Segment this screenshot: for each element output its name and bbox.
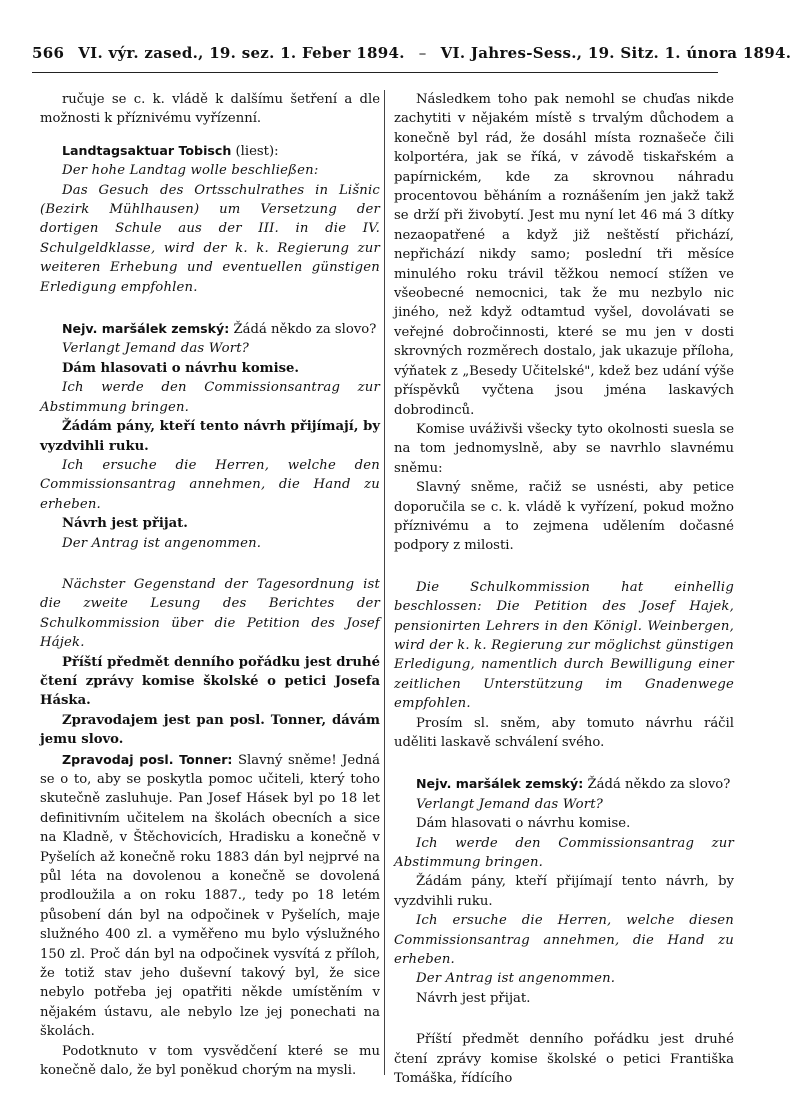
paragraph: Příští předmět denního pořádku jest druhé čtení zprávy komise školské o petici Josefa Háska.: [40, 654, 380, 709]
paragraph: Slavný sněme, račiž se usnésti, aby petice doporučila se c. k. vládě k vyřízení, pokud možno příznivému a to zejmena udělením dočasné podpory z milosti.: [394, 480, 734, 554]
header-right-session: VI. Jahres-Sess., 19. Sitz. 1. února 1894.: [440, 44, 791, 62]
speaker-name: Nejv. maršálek zemský:: [416, 776, 584, 792]
paragraph: Komise uváživši všecky tyto okolnosti suesla se na tom jednomyslně, aby se navrhlo slavnému sněmu:: [394, 421, 734, 476]
paragraph-gap: [40, 553, 380, 575]
paragraph: Žádám pány, kteří tento návrh přijímají, by vyzdvihli ruku.: [40, 419, 380, 454]
paragraph: Ich ersuche die Herren, welche diesen Commissionsantrag annehmen, die Hand zu erheben.: [394, 913, 734, 968]
paragraph: Ich werde den Commissionsantrag zur Abstimmung bringen.: [394, 835, 734, 871]
paragraph: Die Schulkommission hat einhellig beschlossen: Die Petition des Josef Hajek, pensionirten Lehrers in den Königl. Weinbergen, wird der k. k. Regierung zur möglichst günstigen Erledigung, namentlich durch Bewilligung einer zeitlichen Unterstützung im Gnadenwege empfohlen.: [394, 579, 734, 712]
paragraph-gap: [40, 129, 380, 141]
speech-text: (liest):: [231, 143, 279, 159]
paragraph-gap: [40, 297, 380, 319]
paragraph: Následkem toho pak nemohl se chuďas nikde zachytiti v nějakém místě s trvalým důchodem a konečně byl rád, že dosáhl místa roznašeče čili kolportéra, jak se říká, v závodě tiskařském a papírnickém, kde za skrovnou náhradu procentovou běháním a roznášením jen jakž takž se drží při živobytí. Jest mu nyní let 46 má 3 dítky nezaopatřené a když již neštěstí přichází, nepřichází nikdy samo; poslední tři měsíce minulého roku trávil těžkou nemocí stížen ve všeobecné nemocnici, tak že mu nezbylo nic jiného, než když odtamtud vyšel, dovolávati se veřejné dobročinnosti, které se mu jen v dosti skrovných rozměrech dostalo, jak ukazuje příloha, výňatek z „Besedy Učitelské", kdež bez udání výše příspěvků vyčtena jsou jména laskavých dobrodinců.: [394, 92, 734, 418]
paragraph: Das Gesuch des Ortsschulrathes in Lišnic (Bezirk Mühlhausen) um Versetzung der dortigen Schule aus der III. in die IV. Schulgeldklasse, wird der k. k. Regierung zur weiteren Erhebung und eventuellen günstigen Erledigung empfohlen.: [40, 182, 380, 295]
paragraph: Zpravodajem jest pan posl. Tonner, dávám jemu slovo.: [40, 712, 380, 748]
left-column: [40, 90, 380, 1081]
right-column: [394, 90, 734, 1089]
paragraph: Prosím sl. sněm, aby tomuto návrhu ráčil uděliti laskavě schválení svého.: [394, 715, 734, 750]
paragraph: Podotknuto v tom vysvědčení které se mu konečně dalo, že byl poněkud chorým na mysli.: [40, 1043, 380, 1079]
page-number: 566: [32, 44, 65, 62]
paragraph: [40, 319, 380, 339]
speech-text: Slavný sněme! Jedná se o to, aby se poskytla pomoc učiteli, který toho skutečně zasluhuje. Pan Josef Hásek byl po 18 let definitivním učitelem na školách obecních a sice na Kladně, v Štěchovicích, Hradisku a konečně v Pyšelích až konečně roku 1883 dán byl nejprvé na půl léta na dovolenou a konečně se dovolená prodloužila a on roku 1887., tedy po 18 letém působení dán byl na odpočinek v Pyšelích, maje služného 400 zl. a vyměřeno mu bylo výslužného 150 zl. Proč dán byl na odpočinek vysvítá z příloh, že totiž stav jeho duševní takový byl, že sice nebylo potřeba jej opatřiti někde umístěním v nějakém ústavu, ale nebylo lze jej ponechati na školách.: [40, 752, 380, 1040]
paragraph: Žádám pány, kteří přijímají tento návrh, by vyzdvihli ruku.: [394, 874, 734, 909]
paragraph-gap: [394, 556, 734, 578]
paragraph: [40, 141, 380, 161]
paragraph: Der hohe Landtag wolle beschließen:: [62, 163, 319, 179]
column-divider: [384, 90, 385, 1075]
speaker-name: Landtagsaktuar Tobisch: [62, 142, 232, 158]
paragraph: Nächster Gegenstand der Tagesordnung ist die zweite Lesung des Berichtes der Schulkommission über die Petition des Josef Hájek.: [40, 576, 380, 651]
paragraph: Der Antrag ist angenommen.: [416, 971, 616, 987]
paragraph: Der Antrag ist angenommen.: [62, 535, 262, 551]
paragraph-gap: [394, 752, 734, 774]
speaker-name: Nejv. maršálek zemský:: [62, 321, 230, 337]
paragraph: Návrh jest přijat.: [416, 990, 531, 1006]
header-left-session: VI. výr. zased., 19. sez. 1. Feber 1894.: [78, 44, 405, 62]
paragraph: Verlangt Jemand das Wort?: [416, 796, 604, 812]
speaker-name: Zpravodaj posl. Tonner:: [62, 751, 233, 767]
speech-text: Žádá někdo za slovo?: [229, 322, 377, 338]
paragraph: Ich werde den Commissionsantrag zur Abstimmung bringen.: [40, 380, 380, 415]
paragraph: [394, 774, 734, 794]
paragraph: Dám hlasovati o návrhu komise.: [416, 816, 631, 832]
paragraph-gap: [394, 1008, 734, 1030]
header-rule: [32, 72, 718, 73]
paragraph: Návrh jest přijat.: [62, 516, 188, 532]
paragraph: Dám hlasovati o návrhu komise.: [62, 360, 299, 376]
paragraph: ručuje se c. k. vládě k dalšímu šetření a dle možnosti k příznivému vyřízenní.: [40, 92, 380, 127]
paragraph: Ich ersuche die Herren, welche den Commissionsantrag annehmen, die Hand zu erheben.: [40, 457, 380, 512]
paragraph: [40, 750, 380, 1042]
page-header: [32, 44, 791, 68]
paragraph: Verlangt Jemand das Wort?: [62, 341, 250, 357]
header-separator: –: [418, 44, 427, 62]
speech-text: Žádá někdo za slovo?: [583, 777, 731, 793]
paragraph: Příští předmět denního pořádku jest druhé čtení zprávy komise školské o petici Františka Tomáška, řídícího: [394, 1032, 734, 1087]
